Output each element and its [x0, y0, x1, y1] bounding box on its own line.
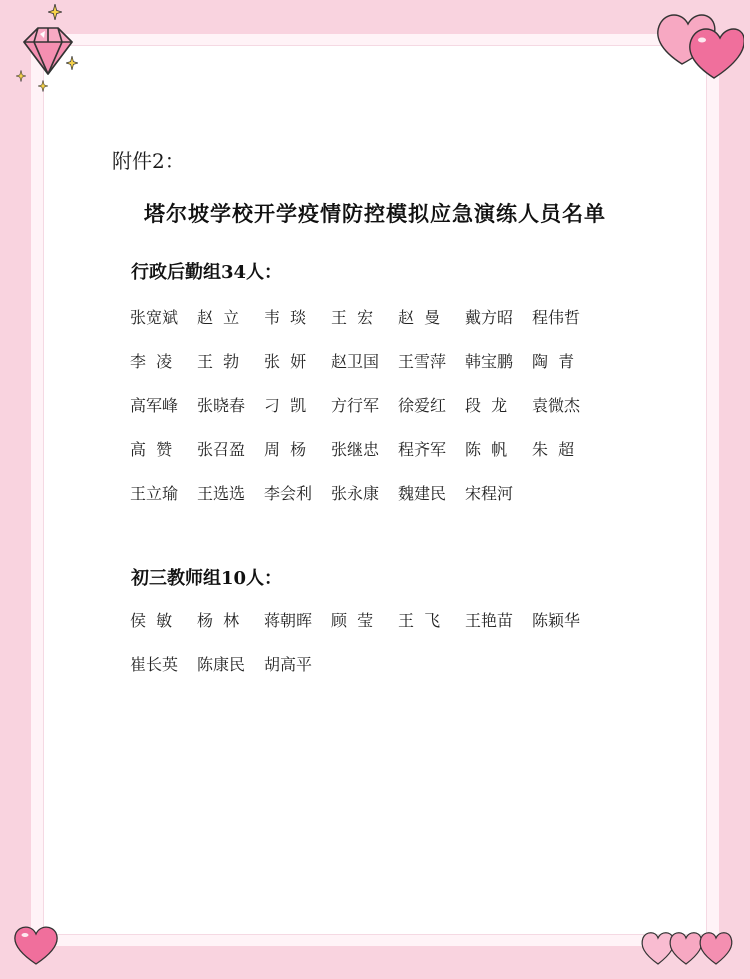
person-name: 张晓春	[197, 395, 246, 415]
person-name: 杨 林	[197, 610, 240, 630]
person-name: 王 飞	[398, 610, 441, 630]
person-name: 赵 立	[197, 307, 240, 327]
group-heading-admin: 行政后勤组34人：	[131, 262, 283, 283]
person-name: 韩宝鹏	[465, 351, 514, 371]
person-name: 陈康民	[197, 654, 246, 674]
person-name: 袁微杰	[532, 395, 581, 415]
group-heading-teachers: 初三教师组10人：	[131, 568, 283, 589]
person-name: 陈颖华	[532, 610, 581, 630]
person-name: 宋程河	[465, 483, 514, 503]
person-name: 段 龙	[465, 395, 508, 415]
person-name: 王 宏	[331, 307, 374, 327]
person-name: 高军峰	[130, 395, 179, 415]
person-name: 李 凌	[130, 351, 173, 371]
person-name: 徐爱红	[398, 395, 447, 415]
person-name: 张宽斌	[130, 307, 179, 327]
person-name: 程齐军	[398, 439, 447, 459]
person-name: 陶 青	[532, 351, 575, 371]
person-name: 高 赞	[130, 439, 173, 459]
person-name: 赵卫国	[331, 351, 380, 371]
person-name: 魏建民	[398, 483, 447, 503]
person-name: 张永康	[331, 483, 380, 503]
heart-icon	[640, 926, 736, 970]
sparkle-icon	[38, 80, 48, 92]
sparkle-icon	[66, 56, 78, 70]
sparkle-icon	[48, 4, 62, 20]
person-name: 周 杨	[264, 439, 307, 459]
person-name: 张继忠	[331, 439, 380, 459]
name-row	[130, 426, 650, 470]
person-name: 戴方昭	[465, 307, 514, 327]
person-name: 王雪萍	[398, 351, 447, 371]
person-name: 张 妍	[264, 351, 307, 371]
person-name: 王 勃	[197, 351, 240, 371]
heart-icon	[652, 4, 744, 82]
person-name: 陈 帆	[465, 439, 508, 459]
name-list-teachers	[130, 597, 650, 685]
heart-icon	[12, 922, 60, 968]
person-name: 王艳苗	[465, 610, 514, 630]
attachment-label: 附件2：	[112, 149, 185, 173]
name-row	[130, 597, 650, 641]
person-name: 方行军	[331, 395, 380, 415]
sparkle-icon	[16, 70, 26, 82]
name-row	[130, 294, 650, 338]
person-name: 王立瑜	[130, 483, 179, 503]
name-row	[130, 382, 650, 426]
person-name: 韦 琰	[264, 307, 307, 327]
person-name: 赵 曼	[398, 307, 441, 327]
person-name: 顾 莹	[331, 610, 374, 630]
person-name: 程伟哲	[532, 307, 581, 327]
person-name: 朱 超	[532, 439, 575, 459]
name-row	[130, 338, 650, 382]
person-name: 张召盈	[197, 439, 246, 459]
document-title: 塔尔坡学校开学疫情防控模拟应急演练人员名单	[144, 201, 606, 226]
person-name: 侯 敏	[130, 610, 173, 630]
name-row	[130, 470, 650, 514]
person-name: 崔长英	[130, 654, 179, 674]
name-row	[130, 641, 650, 685]
name-list-admin	[130, 294, 650, 514]
person-name: 胡高平	[264, 654, 313, 674]
person-name: 李会利	[264, 483, 313, 503]
person-name: 蒋朝晖	[264, 610, 313, 630]
person-name: 刁 凯	[264, 395, 307, 415]
person-name: 王选选	[197, 483, 246, 503]
